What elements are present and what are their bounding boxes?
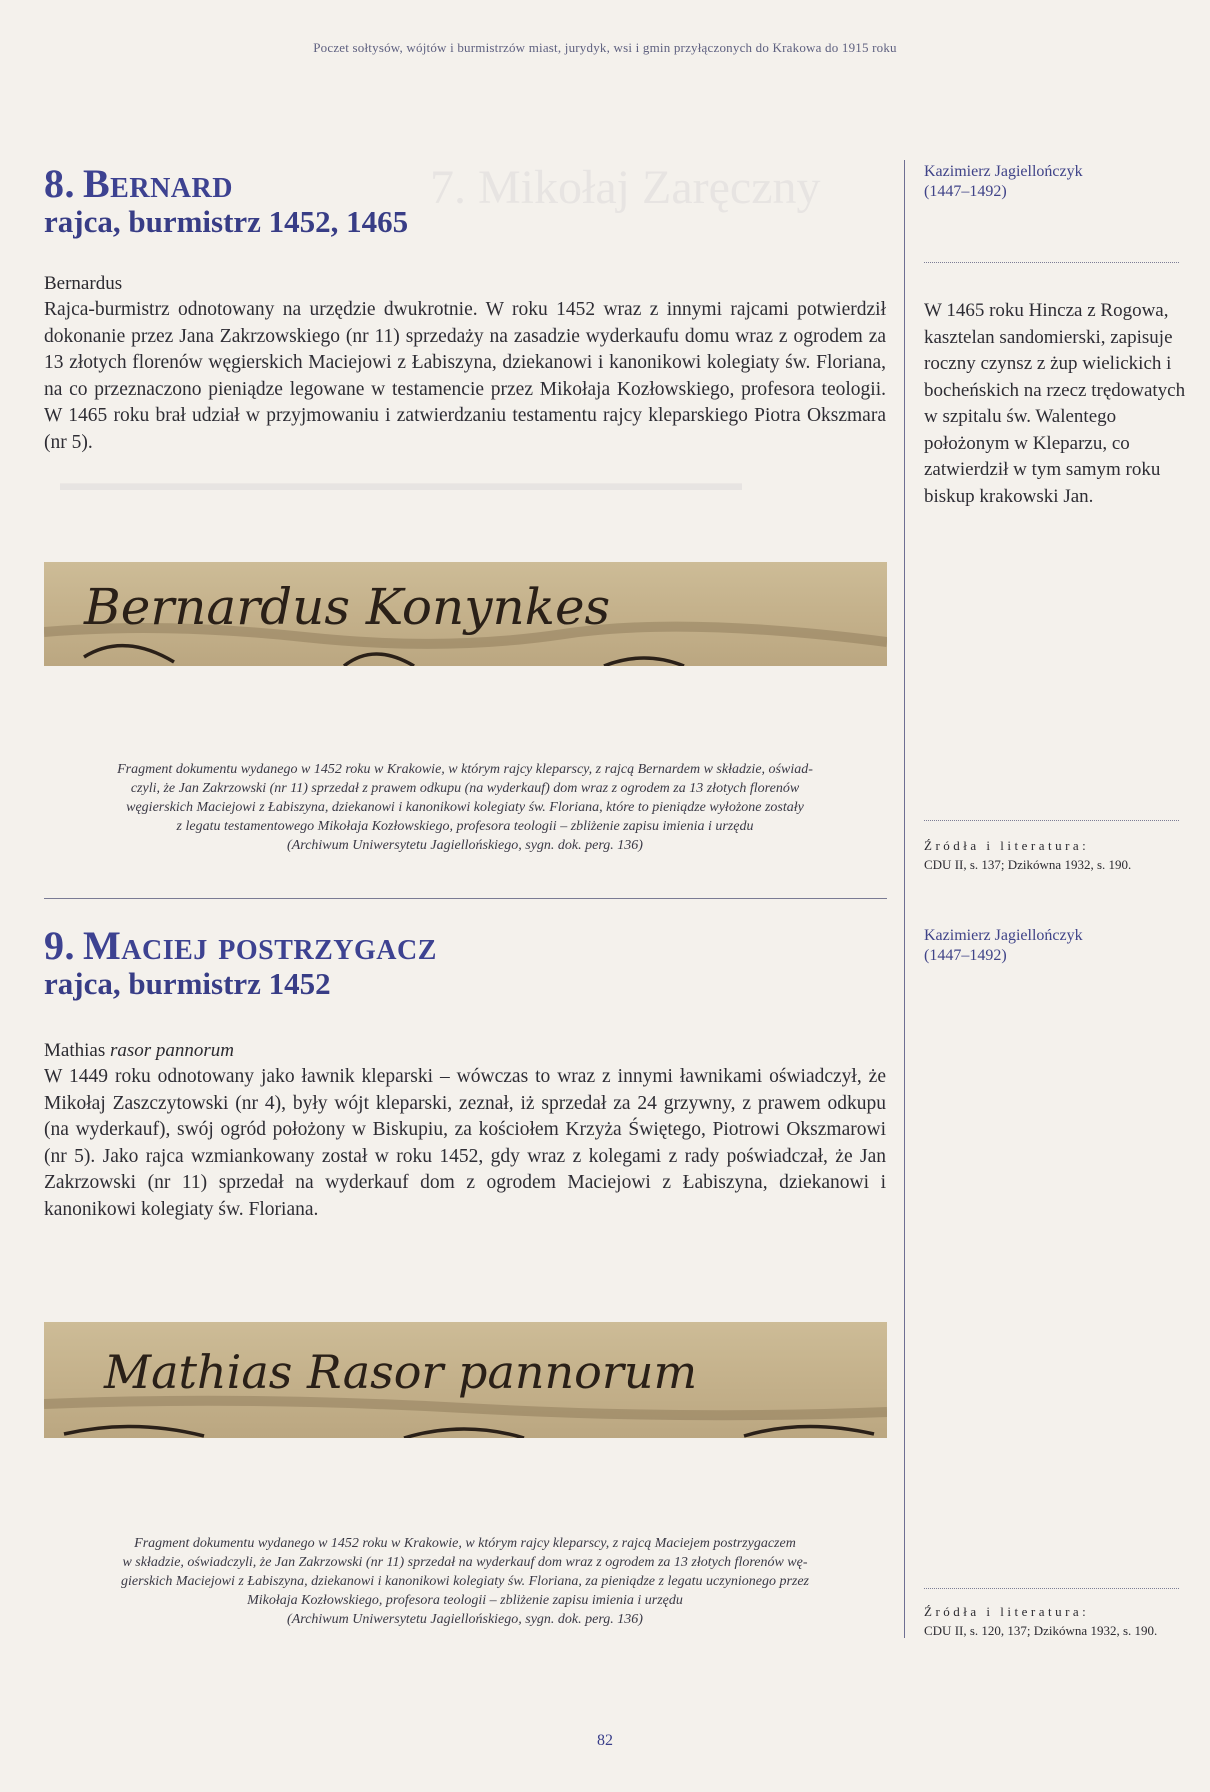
latin-name-text: Mathias xyxy=(44,1040,106,1061)
caption-line: z legatu testamentowego Mikołaja Kozłowskiego, profesora teologii – zbliżenie zapisu imienia i urzędu xyxy=(176,819,754,834)
section-8-manuscript-image xyxy=(44,562,887,666)
section-9-title xyxy=(44,922,437,969)
caption-line: Mikołaja Kozłowskiego, profesora teologii – zbliżenie zapisu imienia i urzędu xyxy=(247,1593,683,1608)
column-divider xyxy=(904,160,905,1638)
section-8-body: Rajca-burmistrz odnotowany na urzędzie dwukrotnie. W roku 1452 wraz z innymi rajcami potwierdził dokonanie przez Jana Zakrzowskiego (nr 11) sprzedaży na zasadzie wyderkaufu domu wraz z ogrodem za 13 złotych florenów węgierskich Maciejowi z Łabiszyna, dziekanowi i kanonikowi kolegiaty św. Floriana, na co przeznaczono pieniądze legowane w testamencie przez Mikołaja Kozłowskiego, profesora teologii. W 1465 roku brał udział w przyjmowaniu i zatwierdzaniu testamentu rajcy kleparskiego Piotra Okszmara (nr 5). xyxy=(44,299,886,453)
caption-line: w składzie, oświadczyli, że Jan Zakrzowski (nr 11) sprzedał na wyderkauf dom wraz z ogrodem za 13 złotych florenów wę- xyxy=(122,1555,808,1570)
section-8-caption xyxy=(44,760,886,855)
section-9-sources xyxy=(924,1604,1186,1639)
ruler-reign: (1447–1492) xyxy=(924,947,1007,964)
sources-label: Źródła i literatura: xyxy=(924,1604,1090,1619)
section-divider xyxy=(44,898,887,899)
section-8-name: Bernard xyxy=(83,161,233,206)
caption-line: Fragment dokumentu wydanego w 1452 roku w Krakowie, w którym rajcy kleparscy, z rajcą Bernardem w składzie, oświad- xyxy=(117,762,813,777)
caption-line: (Archiwum Uniwersytetu Jagiellońskiego, sygn. dok. perg. 136) xyxy=(287,838,643,853)
ruler-reign: (1447–1492) xyxy=(924,183,1007,200)
sources-text: CDU II, s. 137; Dzikówna 1932, s. 190. xyxy=(924,857,1132,872)
section-9-sidebar-reign xyxy=(924,926,1186,966)
sidebar-dotted-rule xyxy=(924,1588,1179,1589)
page-number: 82 xyxy=(597,1732,613,1749)
section-9-subtitle: rajca, burmistrz 1452 xyxy=(44,966,331,1001)
section-9-number: 9. xyxy=(44,923,75,968)
sidebar-dotted-rule xyxy=(924,820,1179,821)
latin-name-text: Bernardus xyxy=(44,273,123,294)
sidebar-dotted-rule xyxy=(924,262,1179,263)
section-9-body: W 1449 roku odnotowany jako ławnik kleparski – wówczas to wraz z innymi ławnikami oświadczył, że Mikołaj Zaszczytowski (nr 4), były wójt kleparski, zeznał, iż sprzedał za 24 grzywny, z prawem odkupu (na wyderkauf), swój ogród położony w Biskupiu, za kościołem Krzyża Świętego, Piotrowi Okszmarowi (nr 5). Jako rajca wzmiankowany został w roku 1452, gdy wraz z kolegami z rady poświadczał, że Jan Zakrzowski (nr 11) sprzedał na wyderkauf dom z ogrodem Maciejowi z Łabiszyna, dziekanowi i kanonikowi kolegiaty św. Floriana. xyxy=(44,1066,886,1220)
section-8-title xyxy=(44,160,233,207)
sources-label: Źródła i literatura: xyxy=(924,838,1090,853)
section-9-caption xyxy=(44,1534,886,1629)
ruler-name: Kazimierz Jagiellończyk xyxy=(924,163,1083,180)
sidebar-note-text: W 1465 roku Hincza z Rogowa, kasztelan sandomierski, zapisuje roczny czynsz z żup wielickich i bocheńskich na rzecz trędowatych w szpitalu św. Walentego położonym w Kleparzu, co zatwierdził w tym samym roku biskup krakowski Jan. xyxy=(924,300,1186,507)
caption-line: czyli, że Jan Zakrzowski (nr 11) sprzedał z prawem odkupu (na wyderkauf) dom wraz z ogrodem za 13 złotych florenów xyxy=(130,781,800,796)
manuscript-text: Bernardus Konynkes xyxy=(84,578,611,636)
section-8-sidebar-reign xyxy=(924,162,1186,202)
sources-text: CDU II, s. 120, 137; Dzikówna 1932, s. 190. xyxy=(924,1623,1158,1638)
section-9-name: Maciej postrzygacz xyxy=(83,923,437,968)
caption-line: węgierskich Maciejowi z Łabiszyna, dziekanowi i kanonikowi kolegiaty św. Floriana, które to pieniądze wyłożone zostały xyxy=(126,800,804,815)
section-8-subtitle: rajca, burmistrz 1452, 1465 xyxy=(44,204,409,239)
caption-line: (Archiwum Uniwersytetu Jagiellońskiego, sygn. dok. perg. 136) xyxy=(287,1612,643,1627)
section-8-sidebar-note xyxy=(924,298,1188,510)
caption-line: Fragment dokumentu wydanego w 1452 roku w Krakowie, w którym rajcy kleparscy, z rajcą Maciejem postrzygaczem xyxy=(134,1536,796,1551)
show-through-decoration: 7. Mikołaj Zaręczny xyxy=(430,161,821,214)
section-8-sources xyxy=(924,838,1186,873)
latin-name-suffix: rasor pannorum xyxy=(109,1040,235,1061)
manuscript-text: Mathias Rasor pannorum xyxy=(104,1345,698,1399)
running-head: Poczet sołtysów, wójtów i burmistrzów miast, jurydyk, wsi i gmin przyłączonych do Krakowa do 1915 roku xyxy=(313,40,897,55)
caption-line: gierskich Maciejowi z Łabiszyna, dziekanowi i kanonikowi kolegiaty św. Floriana, za pieniądze z legatu uczynionego przez xyxy=(121,1574,809,1589)
ruler-name: Kazimierz Jagiellończyk xyxy=(924,927,1083,944)
section-9-latin-name xyxy=(44,1040,234,1062)
section-8-number: 8. xyxy=(44,161,75,206)
section-8-latin-name xyxy=(44,273,122,295)
section-9-manuscript-image xyxy=(44,1322,887,1438)
show-through-decoration: ▬▬▬▬▬▬▬▬▬▬▬▬▬▬▬▬▬▬▬▬▬▬▬▬▬▬▬▬▬▬▬ xyxy=(60,470,742,495)
